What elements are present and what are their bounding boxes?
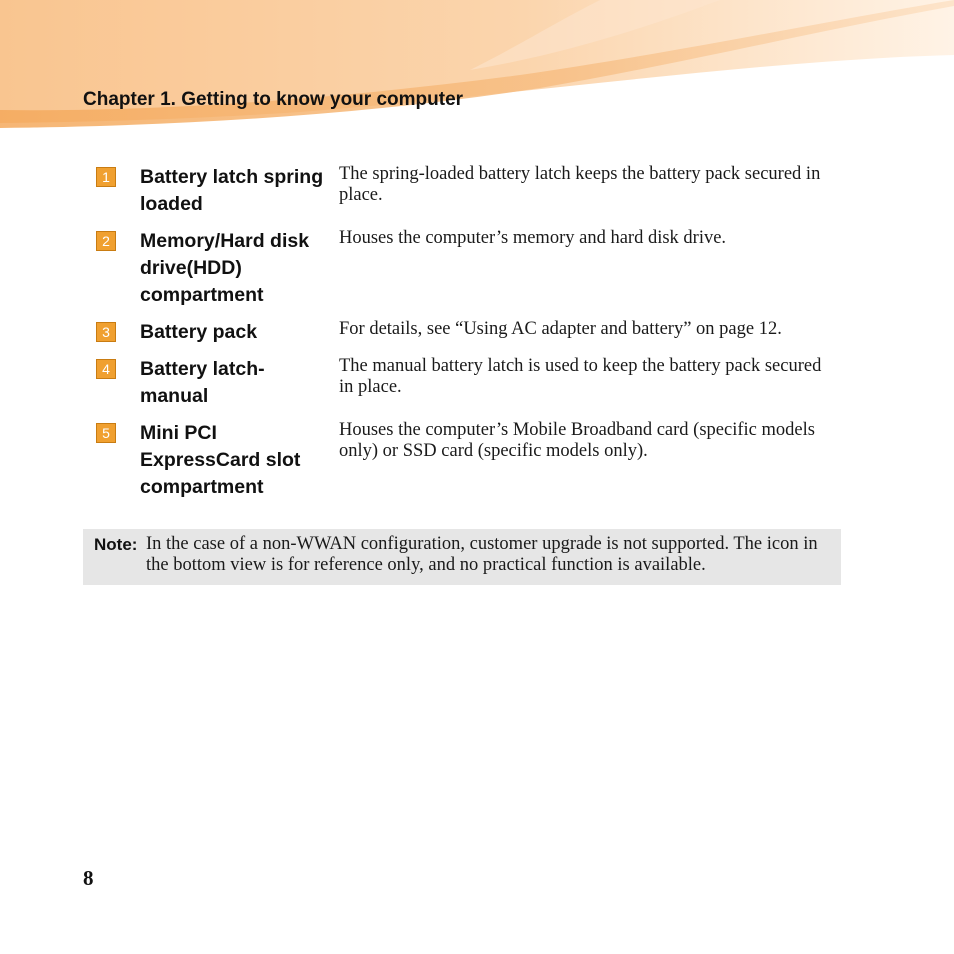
header-band bbox=[0, 0, 954, 135]
item-term: Battery pack bbox=[140, 321, 258, 343]
note-text: In the case of a non-WWAN configuration, customer upgrade is not supported. The icon in the bottom view is for reference only, and no practical function is available. bbox=[146, 534, 818, 575]
item-description: For details, see “Using AC adapter and battery” on page 12. bbox=[339, 319, 782, 339]
note-box bbox=[83, 529, 841, 585]
note-label: Note: bbox=[94, 535, 138, 554]
item-number-badge: 2 bbox=[96, 231, 116, 251]
page-number: 8 bbox=[83, 866, 94, 890]
item-term: Mini PCI ExpressCard slot compartment bbox=[140, 422, 301, 498]
chapter-title: Chapter 1. Getting to know your computer bbox=[83, 89, 464, 110]
item-description: Houses the computer’s memory and hard disk drive. bbox=[339, 228, 727, 248]
item-description: The spring-loaded battery latch keeps the battery pack secured in place. bbox=[339, 164, 821, 205]
item-number-badge: 3 bbox=[96, 322, 116, 342]
item-number-badge: 1 bbox=[96, 167, 116, 187]
item-term: Memory/Hard disk drive(HDD) compartment bbox=[140, 230, 310, 306]
item-description: The manual battery latch is used to keep the battery pack secured in place. bbox=[339, 356, 822, 397]
item-term: Battery latch-manual bbox=[140, 358, 265, 407]
item-number-badge: 5 bbox=[96, 423, 116, 443]
item-number-badge: 4 bbox=[96, 359, 116, 379]
item-description: Houses the computer’s Mobile Broadband card (specific models only) or SSD card (specific models only). bbox=[339, 420, 815, 461]
item-term: Battery latch spring loaded bbox=[140, 166, 324, 215]
header-band-graphic bbox=[0, 0, 954, 135]
